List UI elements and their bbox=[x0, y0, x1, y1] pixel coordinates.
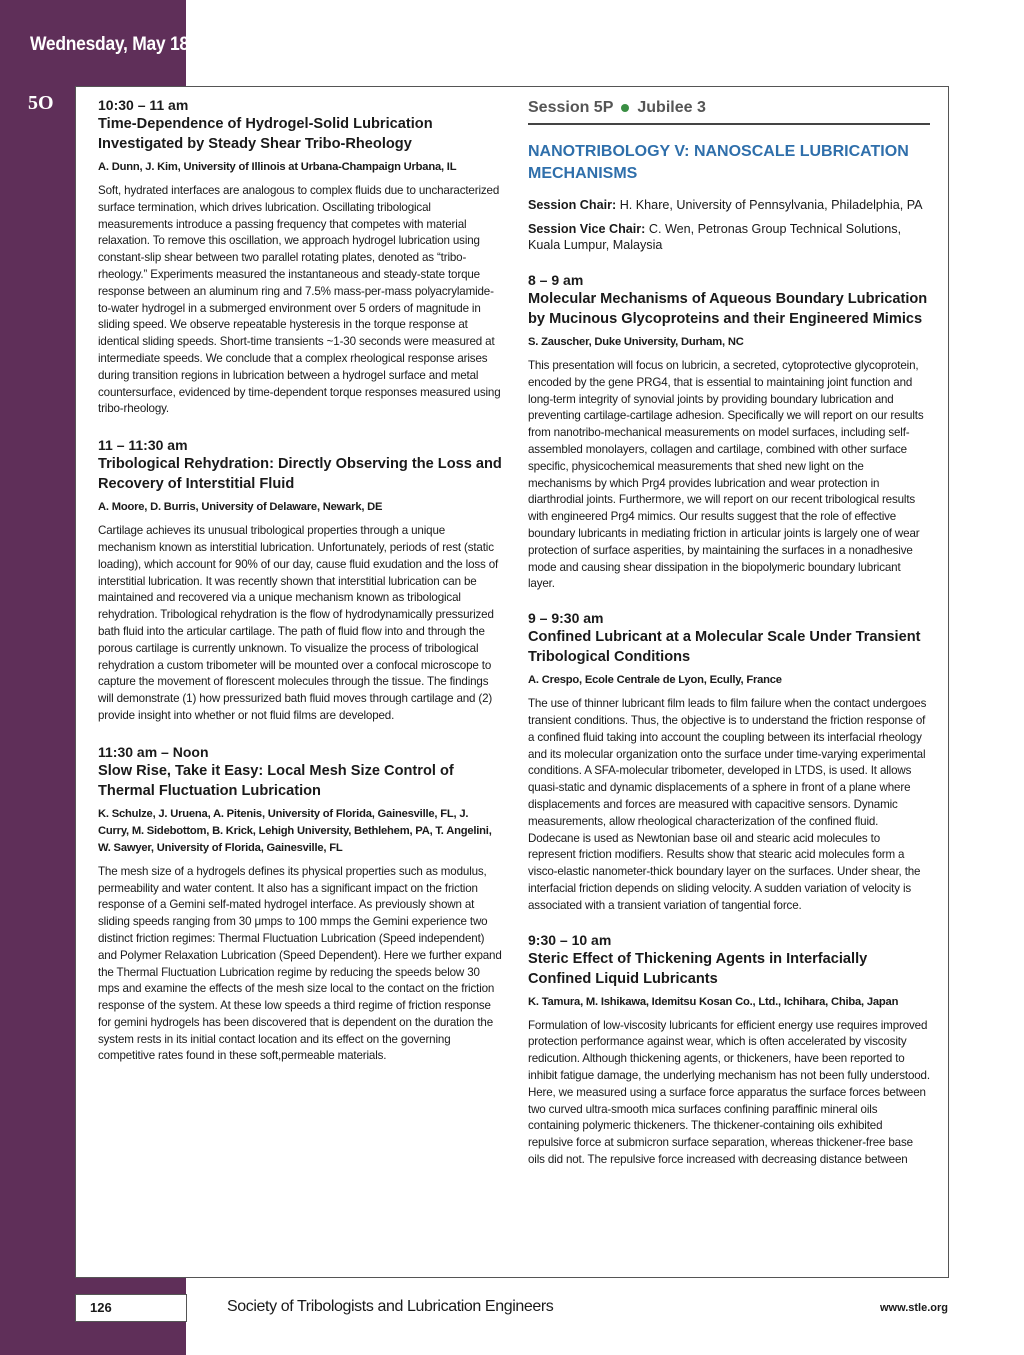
talk-authors: A. Moore, D. Burris, University of Delaware, Newark, DE bbox=[98, 501, 383, 514]
talk-abstract: Cartilage achieves its unusual tribological properties through a unique mechanism known as interstitial lubrication. Unfortunately, periods of rest (static loading), which account for 90% of our day, cause fluid exudation and the loss of interstitial lubrication. It was recently shown that interstitial lubrication can be maintained and recovered via a unique mechanism known as tribological rehydration. Tribological rehydration is the flow of hydrodynamically pressurized bath fluid into the articular cartilage. The path of fluid flow into and through the porous cartilage is currently unknown. To visualize the process of tribological rehydration a custom tribometer will be mounted over a confocal microscope to capture the movement of florescent molecules through the tissue. The findings will demonstrate (1) how pressurized bath fluid moves through cartilage and (2) provide insight into whether or not fluid films are developed. bbox=[98, 524, 499, 722]
talk bbox=[528, 931, 930, 1169]
talk-abstract: This presentation will focus on lubricin, a secreted, cytoprotective glycoprotein, encoded by the gene PRG4, that is essential to maintaining joint function and long-term integrity of synovial joints by providing boundary lubrication and preventing cartilage-cartilage adhesion. Specifically we will report on our results from nanotribo-mechanical measurements on model surfaces, including self-assembled monolayers, collagen and cartilage, combined with other surface specific, physicochemical measurements that shed new light on the mechanisms by which Prg4 provides lubrication and wear protection in diarthrodial joints. Furthermore, we will report on our recent tribological results with engineered Prg4 mimics. Our results suggest that the role of effective boundary lubricants in mediating friction in articular joints is largely one of wear protection of surface asperities, by maintaining the surfaces in a nonadhesive mode and causing shear dissipation in the biopolymeric boundary lubricant layer. bbox=[528, 359, 924, 591]
talk bbox=[98, 743, 502, 1066]
talk bbox=[98, 436, 502, 725]
footer-organization: Society of Tribologists and Lubrication Engineers bbox=[227, 1298, 554, 1315]
bullet-dot-icon bbox=[621, 104, 629, 112]
talk-authors: K. Schulze, J. Uruena, A. Pitenis, University of Florida, Gainesville, FL, J. Curry, M. Sidebottom, B. Krick, Lehigh University, Bethlehem, PA, T. Angelini, W. Sawyer, University of Florida, Gainesville, FL bbox=[98, 807, 492, 854]
chair-name: H. Khare, University of Pennsylvania, Philadelphia, PA bbox=[619, 198, 923, 212]
right-column bbox=[528, 99, 930, 1169]
talk-abstract: The use of thinner lubricant film leads to film failure when the contact undergoes transient conditions. Thus, the objective is to understand the friction response of a confined fluid taking into account the coupling between its interfacial rheology and its molecular organization onto the surface under time-varying experimental conditions. A SFA-molecular tribometer, developed in LTDS, is used. It allows quasi-static and dynamic displacements of a sphere in front of a plane where displacements and forces are measured with capacitive sensors. Dynamic measurements, allow rheological characterization of the confined fluid. Dodecane is used as Newtonian base oil and stearic acid molecules to represent friction modifiers. Results show that stearic acid molecules form a visco-elastic nanometer-thick boundary layer on the surfaces. Under shear, the interfacial friction depends on sliding velocity. A sudden variation of velocity is associated with a transient variation of tangential force. bbox=[528, 697, 927, 912]
session-chair bbox=[528, 197, 930, 213]
vice-chair-name: C. Wen, Petronas Group Technical Solutions, Kuala Lumpur, Malaysia bbox=[528, 222, 902, 252]
footer-url-link[interactable]: www.stle.org bbox=[879, 1302, 948, 1314]
talk bbox=[98, 96, 502, 418]
talk-title: Time-Dependence of Hydrogel-Solid Lubrication Investigated by Steady Shear Tribo-Rheology bbox=[98, 116, 433, 152]
left-column bbox=[98, 87, 502, 1065]
session-room: Jubilee 3 bbox=[637, 99, 706, 116]
session-header bbox=[528, 99, 930, 125]
page-number: 126 bbox=[75, 1294, 187, 1322]
talk-abstract: The mesh size of a hydrogels defines its physical properties such as modulus, permeability and water content. It also has a significant impact on the friction response of a Gemini self-mated hydrogel interface. As previously shown at sliding speeds ranging from 30 μmps to 100 mmps the Gemini experience two distinct friction regimes: Thermal Fluctuation Lubrication (Speed independent) and Polymer Relaxation Lubrication (Speed Dependent). Here we further expand the Thermal Fluctuation Lubrication regime by reducing the speeds below 30 mps and examine the effects of the mesh size local to the contact on the friction response of the system. At these low speeds a third regime of friction response for gemini hydrogels has been discovered that is dependent on the duration the system rests in its initial contact location and its effect on the governing competitive rates found in these soft,permeable materials. bbox=[98, 864, 502, 1063]
talk-authors: K. Tamura, M. Ishikawa, Idemitsu Kosan Co., Ltd., Ichihara, Chiba, Japan bbox=[528, 995, 899, 1008]
talk-time: 11 – 11:30 am bbox=[98, 437, 188, 454]
talk-authors: S. Zauscher, Duke University, Durham, NC bbox=[528, 336, 744, 348]
talk-title: Steric Effect of Thickening Agents in Interfacially Confined Liquid Lubricants bbox=[528, 950, 868, 987]
talk-time: 11:30 am – Noon bbox=[98, 743, 209, 760]
session-label: Session 5P bbox=[528, 99, 614, 116]
talk-time: 8 – 9 am bbox=[528, 272, 584, 288]
session-vice-chair bbox=[528, 221, 930, 253]
talk-title: Slow Rise, Take it Easy: Local Mesh Size Control of Thermal Fluctuation Lubrication bbox=[98, 762, 454, 799]
talk-abstract: Soft, hydrated interfaces are analogous to complex fluids due to uncharacterized surface termination, which drives lubrication. Oscillating tribological measurements introduce a passing frequency that competes with material relaxation. To remove this oscillation, we approach hydrogel lubrication using constant-slip shear between two parallel rotating plates, denoted as “tribo-rheology.” Experiments measured the instantaneous and steady-state torque response between an aluminum ring and 7.5% mass-per-mass polyacrylamide-to-water hydrogel in a submerged environment over 5 orders of magnitude in sliding speed. We observe repeatable hysteresis in the torque response at identical sliding speeds. Short-time transients ~1-30 seconds were measured at intermediate speeds. We conclude that a complex rheological response arises during transition regions in lubrication between a hydrogel surface and metal countersurface, evidenced by time-dependent torque responses measured using tribo-rheology. bbox=[98, 184, 501, 416]
talk-time: 10:30 – 11 am bbox=[98, 97, 189, 113]
day-label: Wednesday, May 18 bbox=[30, 34, 189, 55]
content-panel bbox=[75, 86, 949, 1278]
talk-title: Tribological Rehydration: Directly Observing the Loss and Recovery of Interstitial Fluid bbox=[98, 456, 502, 493]
talk-time: 9:30 – 10 am bbox=[528, 931, 612, 948]
section-number: 5O bbox=[28, 92, 54, 114]
talk-authors: A. Crespo, Ecole Centrale de Lyon, Ecully, France bbox=[528, 674, 782, 687]
session-title: NANOTRIBOLOGY V: NANOSCALE LUBRICATION MECHANISMS bbox=[528, 143, 909, 182]
talk-title: Molecular Mechanisms of Aqueous Boundary Lubrication by Mucinous Glycoproteins and their Engineered Mimics bbox=[528, 291, 928, 327]
talk-time: 9 – 9:30 am bbox=[528, 610, 604, 627]
talk-authors: A. Dunn, J. Kim, University of Illinois at Urbana-Champaign Urbana, IL bbox=[98, 161, 457, 173]
vice-chair-label: Session Vice Chair: bbox=[528, 222, 646, 236]
talk-abstract: Formulation of low-viscosity lubricants for efficient energy use requires improved protection performance against wear, which is often accelerated by viscosity redicution. Although thickening agents, or thickeners, have been reported to inhibit fatigue damage, the underlying mechanism has not been fully understood. Here, we measured using a surface force apparatus the surface forces between two curved ultra-smooth mica surfaces confining paraffinic mineral oils containing polymeric thickeners. The thickener-containing oils exhibited repulsive force at submicron surface separation, whereas thickener-free base oils did not. The repulsive force increased with decreasing distance between bbox=[528, 1018, 930, 1166]
chair-label: Session Chair: bbox=[528, 198, 617, 212]
talk-title: Confined Lubricant at a Molecular Scale Under Transient Tribological Conditions bbox=[528, 629, 921, 666]
talk bbox=[528, 271, 930, 593]
talk bbox=[528, 609, 930, 914]
